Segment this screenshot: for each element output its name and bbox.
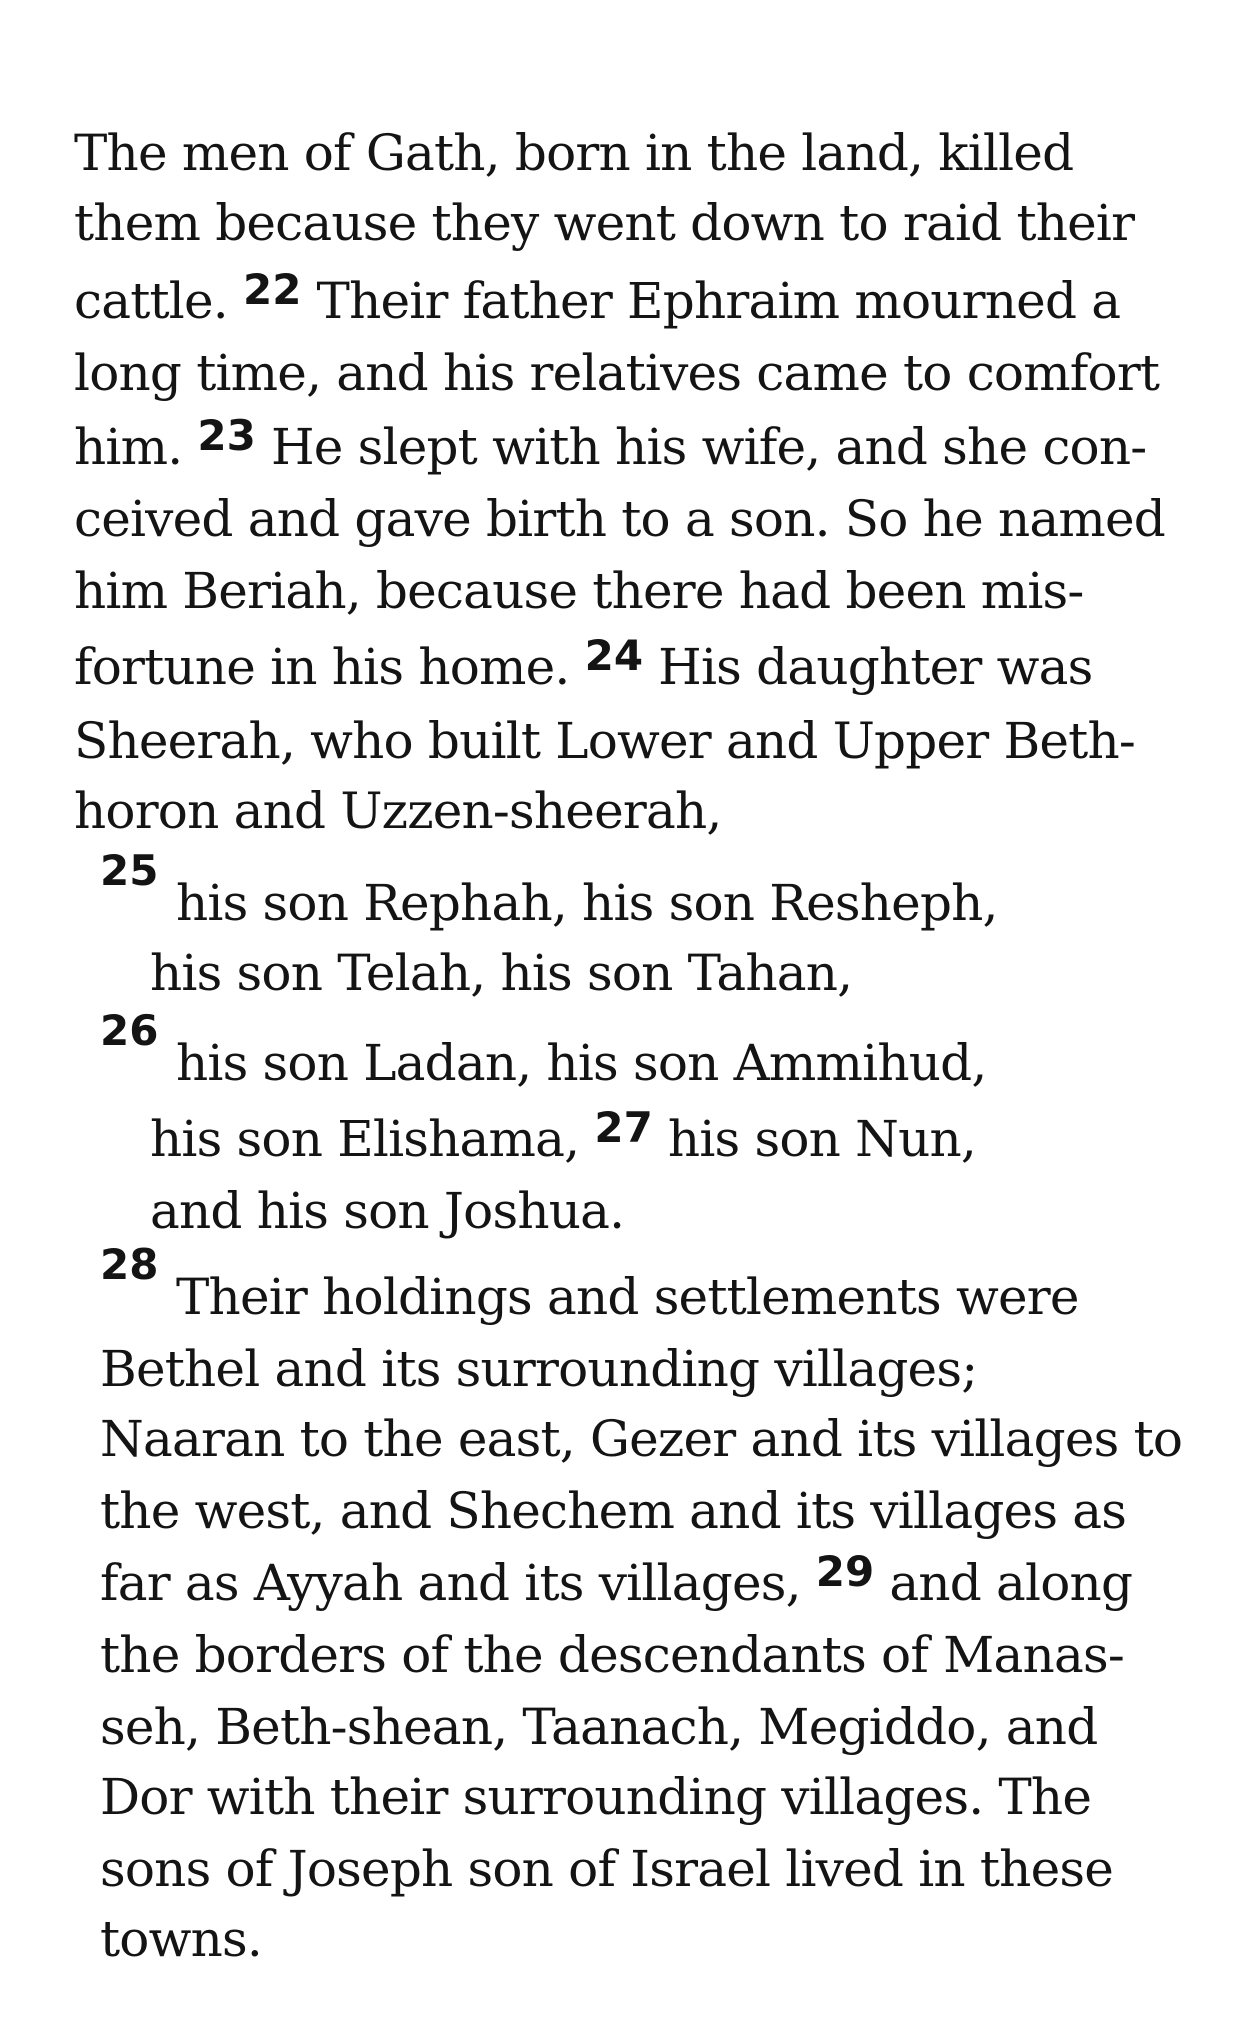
text-fragment: his son Elishama,: [150, 1110, 580, 1168]
verse-number-22: 22: [242, 265, 302, 314]
poetry-line: [150, 1104, 976, 1177]
poetry-line: and his son Joshua.: [150, 1182, 625, 1240]
verse-number-29: 29: [815, 1547, 875, 1596]
text-line: the west, and Shechem and its villages as: [100, 1482, 1127, 1540]
text-fragment: He slept with his wife, and she con-: [270, 418, 1147, 476]
verse-number-28: 28: [100, 1240, 159, 1289]
text-line: them because they went down to raid their: [74, 194, 1135, 252]
text-line: ceived and gave birth to a son. So he named: [74, 490, 1165, 548]
text-fragment: cattle.: [74, 272, 228, 330]
text-line: Naaran to the east, Gezer and its villages to: [100, 1410, 1183, 1468]
text-line: horon and Uzzen-sheerah,: [74, 782, 722, 840]
text-line: Dor with their surrounding villages. The: [100, 1768, 1092, 1826]
text-fragment: far as Ayyah and its villages,: [100, 1554, 801, 1612]
text-line: [74, 266, 1120, 339]
verse-number-23: 23: [197, 411, 256, 460]
text-line: [100, 1548, 1132, 1621]
text-line: towns.: [100, 1910, 262, 1968]
text-line: The men of Gath, born in the land, killed: [74, 124, 1074, 182]
text-fragment: his son Nun,: [667, 1110, 976, 1168]
poetry-line: his son Rephah, his son Resheph,: [176, 874, 998, 932]
text-fragment: him.: [74, 418, 183, 476]
poetry-line: his son Ladan, his son Ammihud,: [176, 1034, 987, 1092]
verse-number-27: 27: [594, 1103, 653, 1152]
text-line: long time, and his relatives came to comfort: [74, 344, 1160, 402]
text-line: Bethel and its surrounding villages;: [100, 1340, 978, 1398]
text-line: him Beriah, because there had been mis-: [74, 562, 1084, 620]
verse-number-24: 24: [584, 631, 644, 680]
text-line: Their holdings and settlements were: [176, 1268, 1079, 1326]
verse-number-26: 26: [100, 1006, 159, 1055]
text-line: seh, Beth-shean, Taanach, Megiddo, and: [100, 1698, 1098, 1756]
text-fragment: His daughter was: [658, 638, 1093, 696]
verse-number-25: 25: [100, 846, 159, 895]
text-line: the borders of the descendants of Manas-: [100, 1626, 1124, 1684]
text-fragment: Their father Ephraim mourned a: [316, 272, 1121, 330]
text-line: [74, 632, 1093, 705]
poetry-line: his son Telah, his son Tahan,: [150, 944, 853, 1002]
text-line: sons of Joseph son of Israel lived in these: [100, 1840, 1114, 1898]
text-line: Sheerah, who built Lower and Upper Beth-: [74, 712, 1135, 770]
text-line: [74, 412, 1146, 485]
text-fragment: and along: [889, 1554, 1133, 1612]
text-fragment: fortune in his home.: [74, 638, 570, 696]
